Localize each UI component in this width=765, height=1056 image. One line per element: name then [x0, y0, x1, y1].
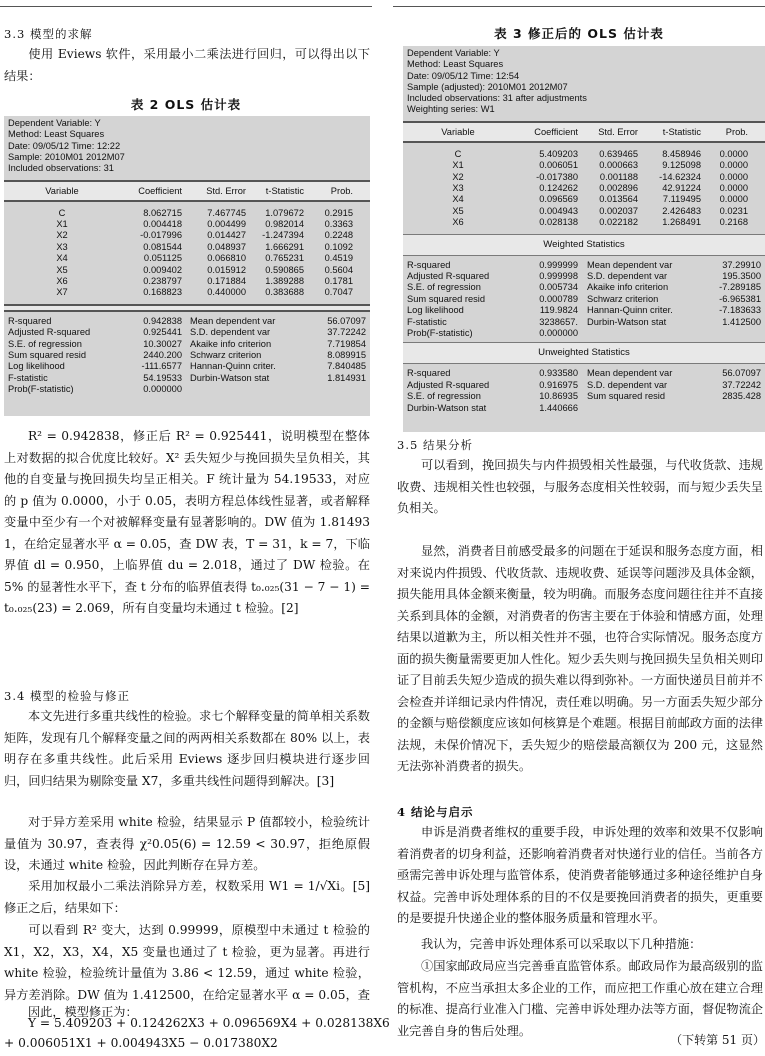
after-correction-paragraph: 可以看到 R² 变大，达到 0.99999，原模型中未通过 t 检验的 X1，X2，X3，X4，X5 变量也通过了 t 检验，更为显著。再进行 white 检验，检验统计量值为 3.86 < 12.59，通过 white 检验，异方差消除。DW 值为 1.412500，在给定显著水平 α = 0.05，查 [4, 923, 370, 1002]
meta-line: Date: 09/05/12 Time: 12:54 [407, 70, 520, 81]
stat-row [403, 305, 765, 316]
stat-value-right: 37.29910 [722, 259, 761, 270]
value-cell: 0.081544 [143, 241, 182, 252]
meta-line: Dependent Variable: Y [407, 48, 500, 58]
output-meta [4, 118, 370, 174]
stat-label-right: Durbin-Watson stat [587, 316, 667, 327]
value-cell: 0.982014 [265, 218, 304, 229]
value-cell: 0.7047 [324, 287, 353, 298]
value-cell: 0.171884 [207, 275, 246, 286]
stat-label: S.E. of regression [407, 391, 481, 402]
value-cell: -0.017996 [140, 230, 182, 241]
variable-cell: C [58, 207, 66, 218]
column-header: Prob. [725, 126, 748, 137]
header-rule-right [393, 6, 765, 7]
coefficient-row [4, 230, 370, 241]
value-cell: -1.247394 [262, 230, 304, 241]
stat-value-right: 7.719854 [327, 338, 366, 349]
value-cell: 0.765231 [265, 253, 304, 264]
conclusion-paragraph-1: 申诉是消费者维权的重要手段，申诉处理的效率和效果不仅影响着消费者的切身利益，还影响着消费者对快递行业的信任。当前各方亟需完善申诉处理与监管体系，使消费者能够通过多种途径维护自身权益。完善申诉处理体系的目的不仅是要挽回消费者的损失，更重要的是要提升快递企业的整体服务质量和管理水平。 [397, 825, 763, 925]
stat-value-right: 56.07097 [722, 368, 761, 379]
stat-row [403, 403, 765, 414]
value-cell: 0.028138 [539, 217, 578, 228]
variable-cell: X6 [56, 275, 68, 286]
section-4-heading: 4 结论与启示 [397, 805, 474, 819]
value-cell: 1.666291 [265, 241, 304, 252]
stat-value: 0.999999 [539, 259, 578, 270]
variable-cell: X5 [452, 205, 464, 216]
value-cell: 0.0000 [719, 183, 748, 193]
column-header: Variable [441, 126, 475, 137]
stat-label-right: Hannan-Quinn criter. [587, 305, 673, 316]
stat-label-right: S.D. dependent var [587, 379, 668, 390]
variable-cell: X1 [56, 218, 68, 229]
stat-value: 0.000000 [143, 384, 182, 395]
stat-label: Log likelihood [8, 361, 65, 372]
value-cell: 0.2248 [324, 230, 353, 241]
multicollinearity-paragraph: 本文先进行多重共线性的检验。求七个解释变量的简单相关系数矩阵，发现有几个解释变量之间的两两相关系数都在 80% 以上，表明存在多重共线性。此后采用 Eviews 逐步回归模块进行逐步回归，回归结果为剔除变量 X7，多重共线性问题得到解决。[3] [4, 709, 370, 788]
stat-value-right: -7.289185 [719, 282, 761, 293]
value-cell: 0.001188 [599, 171, 638, 182]
value-cell: 5.409203 [539, 148, 578, 159]
coefficient-row [4, 219, 370, 230]
stat-value: 54.19533 [143, 372, 182, 383]
value-cell: 2.426483 [662, 205, 701, 216]
output-meta [403, 48, 765, 116]
stat-label: Sum squared resid [8, 349, 87, 360]
stat-label-right: Akaike info criterion [190, 338, 272, 349]
stat-label: S.E. of regression [8, 338, 82, 349]
column-header: Prob. [330, 185, 353, 196]
section-title-band [403, 342, 765, 364]
stat-label-right: Hannan-Quinn criter. [190, 361, 276, 372]
continued-footnote: （下转第 51 页） [666, 1030, 765, 1051]
stat-label-right: Mean dependent var [587, 259, 673, 270]
stat-label-right: Sum squared resid [587, 391, 666, 402]
value-cell: 0.5604 [324, 264, 353, 275]
stat-label: Prob(F-statistic) [407, 328, 473, 338]
stat-row [4, 327, 370, 338]
value-cell: 0.004418 [143, 218, 182, 229]
value-cell: 8.458946 [662, 148, 701, 159]
column-header: Variable [45, 185, 79, 196]
meta-line: Date: 09/05/12 Time: 12:22 [8, 140, 121, 151]
conclusion-paragraph-3: ①国家邮政局应当完善垂直监管体系。邮政局作为最高级别的监管机构，不应当承担太多企业的工作，而应把工作重心放在建立合理的标准、提高行业准入门槛、完善申诉处理办法等方面，督促物流企业完善自身的售后处理。 [397, 959, 763, 1038]
variable-cell: X4 [56, 253, 68, 264]
coefficient-row [4, 253, 370, 264]
value-cell: 0.590865 [265, 264, 304, 275]
variable-cell: X2 [452, 171, 464, 182]
column-header: Std. Error [206, 185, 246, 196]
value-cell: 0.3363 [324, 218, 353, 229]
r2-paragraph: R² = 0.942838，修正后 R² = 0.925441，说明模型在整体上对数据的拟合优度比较好。X² 丢失短少与挽回损失呈负相关，其他的自变量与挽回损失均呈正相关。F 统计量为 54.19533，对应的 p 值为 0.0000，小于 0.05，表明方程总体线性显著，或者解释变量中至少有一个对被解释变量有显著影响的。DW 值为 1.814931，在给定显著水平 α = 0.05，查 DW 表，T = 31，k = 7，下临界值 dl = 0.950，上临界值 du = 2.018，通过了 DW 检验。在 5% 的显著性水平下，查 t 分布的临界值表得 t₀.₀₂₅(31 − 7 − 1) = t₀.₀₂₅(23) = 2.069，所有自变量均未通过 t 检验。[2] [4, 429, 370, 615]
coefficient-row [4, 265, 370, 276]
stat-value: 0.000789 [539, 293, 578, 304]
value-cell: 1.389288 [265, 275, 304, 286]
stat-label: Adjusted R-squared [407, 271, 490, 281]
stat-value: 0.999998 [539, 271, 578, 281]
variable-cell: X3 [56, 241, 68, 252]
column-header-band [4, 180, 370, 202]
value-cell: 0.066810 [207, 253, 246, 264]
stat-row [403, 380, 765, 391]
variable-cell: X6 [452, 217, 464, 228]
stat-value: 0.925441 [143, 327, 182, 338]
stat-value: -111.6577 [141, 361, 182, 372]
stat-value: 0.005734 [539, 282, 578, 293]
stat-label: F-statistic [8, 372, 48, 383]
meta-line: Weighting series: W1 [407, 104, 495, 115]
stat-label: R-squared [407, 368, 451, 379]
value-cell: 0.004499 [207, 218, 246, 229]
stat-value-right: 1.814931 [327, 372, 366, 383]
stat-row [403, 294, 765, 305]
value-cell: 0.022182 [599, 217, 638, 228]
stat-label: Adjusted R-squared [8, 327, 91, 338]
stat-value-right: 56.07097 [327, 315, 366, 326]
thus-paragraph: 因此，模型修正为： [28, 1005, 138, 1019]
variable-cell: X1 [452, 160, 464, 171]
value-cell: 0.0000 [719, 194, 748, 205]
value-cell: 0.006051 [539, 160, 578, 171]
table2-caption: 表 2 OLS 估计表 [130, 97, 242, 112]
value-cell: 0.124262 [539, 183, 578, 193]
stat-row [4, 361, 370, 372]
stat-value: 0.916975 [539, 379, 578, 390]
meta-line: Sample: 2010M01 2012M07 [8, 151, 125, 162]
value-cell: 0.1092 [324, 241, 353, 252]
value-cell: 0.000663 [599, 160, 638, 171]
stat-value: 0.933580 [539, 368, 578, 379]
stat-label: Durbin-Watson stat [407, 402, 487, 413]
coefficient-row [403, 149, 765, 160]
stat-row [4, 373, 370, 384]
value-cell: 0.002037 [599, 205, 638, 216]
stat-row [403, 391, 765, 402]
stat-row [403, 328, 765, 339]
table3-caption: 表 3 修正后的 OLS 估计表 [494, 26, 664, 41]
stat-label: R-squared [8, 315, 52, 326]
column-header: Coefficient [138, 185, 182, 196]
stat-row [4, 339, 370, 350]
analysis-paragraph-1: 可以看到，挽回损失与内件损毁相关性最强，与代收货款、违规收费、违规相关性也较强，与服务态度相关性较弱，而与短少丢失呈负相关。 [397, 458, 763, 515]
section-3-3-heading: 3.3 模型的求解 [4, 27, 93, 41]
stat-label: S.E. of regression [407, 282, 481, 293]
value-cell: 0.051125 [143, 253, 182, 264]
stat-row [403, 282, 765, 293]
value-cell: 0.0000 [719, 171, 748, 182]
stat-row [4, 316, 370, 327]
column-header-band [403, 121, 765, 143]
right-column [393, 0, 765, 1056]
section-3-5-heading: 3.5 结果分析 [397, 438, 473, 452]
value-cell: 0.4519 [324, 253, 353, 264]
value-cell: 7.467745 [207, 207, 246, 218]
stat-value-right: 37.72242 [327, 327, 366, 338]
value-cell: 7.119495 [662, 194, 701, 205]
coefficient-row [403, 160, 765, 171]
stat-value-right: 1.412500 [722, 316, 761, 327]
divider-band [4, 304, 370, 312]
value-cell: 0.0000 [719, 148, 748, 159]
stat-label-right: Durbin-Watson stat [190, 372, 270, 383]
coefficient-row [403, 172, 765, 183]
stat-label-right: Schwarz criterion [190, 349, 262, 360]
value-cell: 0.2168 [719, 217, 748, 228]
stat-value-right: -6.965381 [719, 293, 761, 304]
variable-cell: X5 [56, 264, 68, 275]
value-cell: 0.002896 [599, 183, 638, 193]
column-header: t-Statistic [662, 126, 701, 137]
section-title-band [403, 234, 765, 256]
white-test-paragraph: 对于异方差采用 white 检验，结果显示 P 值都较小，检验统计量值为 30.97，查表得 χ²0.05(6) = 12.59 < 30.97，拒绝原假设，未通过 white 检验，因此判断存在异方差。 [4, 815, 370, 872]
section-title: Unweighted Statistics [538, 347, 630, 359]
stat-value: 3238657. [539, 316, 578, 327]
stat-value-right: 37.72242 [722, 379, 761, 390]
stat-label: Adjusted R-squared [407, 379, 490, 390]
value-cell: 9.125098 [662, 160, 701, 171]
stat-label: Sum squared resid [407, 293, 486, 304]
section-title: Weighted Statistics [543, 238, 625, 250]
value-cell: 0.383688 [265, 287, 304, 298]
value-cell: 8.062715 [143, 207, 182, 218]
value-cell: -0.017380 [536, 171, 578, 182]
section-3-4-heading: 3.4 模型的检验与修正 [4, 689, 130, 703]
meta-line: Included observations: 31 after adjustments [407, 93, 587, 104]
value-cell: 42.91224 [662, 183, 701, 193]
stat-label-right: S.D. dependent var [190, 327, 271, 338]
header-rule [0, 6, 372, 7]
value-cell: 0.168823 [143, 287, 182, 298]
stat-value: 10.30027 [143, 338, 182, 349]
stat-value-right: 8.089915 [327, 349, 366, 360]
stat-label-right: Mean dependent var [190, 315, 276, 326]
stat-value: 119.9824 [539, 305, 578, 316]
column-header: Coefficient [534, 126, 578, 137]
value-cell: -14.62324 [659, 171, 701, 182]
analysis-paragraph-2: 显然，消费者目前感受最多的问题在于延误和服务态度方面，相对来说内件损毁、代收货款、违规收费、延误等问题涉及具体金额，损失能用具体金额来衡量，较为明确。而服务态度问题往往并不直接关系到具体的金额，对消费者的伤害主要在于体验和情感方面，处理结果以道歉为主，所以相关性并不强，也符合实际情况。服务态度方面的损失衡量需要更加人性化。短少丢失则与挽回损失呈负相关则印证了目前丢失短少造成的损失难以得到弥补。一方面快递员目前并不会检查并详细记录内件情况，责任难以明确。另一方面丢失短少部分的金额与赔偿额度应该如何核算是个难题。根据目前邮政方面的法律法规，未保价情况下，丢失短少的赔偿最高额仅为 200 元，这显然无法弥补消费者的损失。 [397, 544, 763, 773]
variable-cell: X4 [452, 194, 464, 205]
stat-value: 0.942838 [143, 315, 182, 326]
value-cell: 0.1781 [324, 275, 353, 286]
coefficient-row [403, 206, 765, 217]
stat-value-right: -7.183633 [719, 305, 761, 316]
meta-line: Method: Least Squares [407, 59, 504, 70]
variable-cell: X7 [56, 287, 68, 298]
stat-label: F-statistic [407, 316, 447, 327]
coefficient-row [4, 242, 370, 253]
column-header: Std. Error [598, 126, 638, 137]
stat-label-right: Mean dependent var [587, 368, 673, 379]
value-cell: 1.079672 [265, 207, 304, 218]
equation-line-1: Y = 5.409203 + 0.124262X3 + 0.096569X4 + 0.028138X6 [28, 1016, 390, 1030]
stat-label-right: Akaike info criterion [587, 282, 669, 293]
value-cell: 0.238797 [143, 275, 182, 286]
variable-cell: X3 [452, 183, 464, 193]
stat-row [403, 260, 765, 271]
stat-label-right: Schwarz criterion [587, 293, 659, 304]
coefficient-row [4, 287, 370, 298]
wls-paragraph: 采用加权最小二乘法消除异方差，权数采用 W1 = 1/√Xi。[5] 修正之后，结果如下： [4, 879, 370, 915]
coefficient-row [4, 276, 370, 287]
variable-cell: C [454, 148, 462, 159]
meta-line: Dependent Variable: Y [8, 118, 101, 128]
stat-row [403, 317, 765, 328]
stat-label-right: S.D. dependent var [587, 271, 668, 281]
table3-eviews-output [403, 46, 765, 432]
coefficient-row [403, 194, 765, 205]
value-cell: 0.440000 [207, 287, 246, 298]
stat-row [403, 271, 765, 282]
stat-label: Log likelihood [407, 305, 464, 316]
value-cell: 0.2915 [324, 207, 353, 218]
variable-cell: X2 [56, 230, 68, 241]
meta-line: Included observations: 31 [8, 163, 114, 174]
stat-value-right: 195.3500 [722, 271, 761, 281]
column-header: t-Statistic [265, 185, 304, 196]
value-cell: 0.0231 [719, 205, 748, 216]
equation-line-2: + 0.006051X1 + 0.004943X5 − 0.017380X2 [4, 1036, 278, 1050]
value-cell: 0.096569 [539, 194, 578, 205]
stat-label: Prob(F-statistic) [8, 384, 74, 395]
stat-row [4, 350, 370, 361]
meta-line: Method: Least Squares [8, 129, 105, 140]
value-cell: 0.004943 [539, 205, 578, 216]
stat-value: 2440.200 [143, 349, 182, 360]
stat-row [403, 368, 765, 379]
value-cell: 0.015912 [207, 264, 246, 275]
value-cell: 0.048937 [207, 241, 246, 252]
stat-value-right: 7.840485 [327, 361, 366, 372]
value-cell: 0.014427 [207, 230, 246, 241]
coefficient-row [403, 183, 765, 194]
stat-value: 1.440666 [539, 402, 578, 413]
value-cell: 1.268491 [662, 217, 701, 228]
value-cell: 0.013564 [599, 194, 638, 205]
meta-line: Sample (adjusted): 2010M01 2012M07 [407, 81, 568, 92]
value-cell: 0.639465 [599, 148, 638, 159]
conclusion-paragraph-2: 我认为，完善申诉处理体系可以采取以下几种措施： [421, 937, 702, 951]
table2-eviews-output [4, 116, 370, 416]
coefficient-row [403, 217, 765, 228]
stat-value: 0.000000 [539, 328, 578, 338]
coefficient-row [4, 208, 370, 219]
value-cell: 0.0000 [719, 160, 748, 171]
intro-paragraph: 使用 Eviews 软件，采用最小二乘法进行回归，可以得出以下结果： [4, 47, 370, 83]
stat-value: 10.86935 [539, 391, 578, 402]
stat-row [4, 384, 370, 395]
stat-label: R-squared [407, 259, 451, 270]
value-cell: 0.009402 [143, 264, 182, 275]
stat-value-right: 2835.428 [722, 391, 761, 402]
